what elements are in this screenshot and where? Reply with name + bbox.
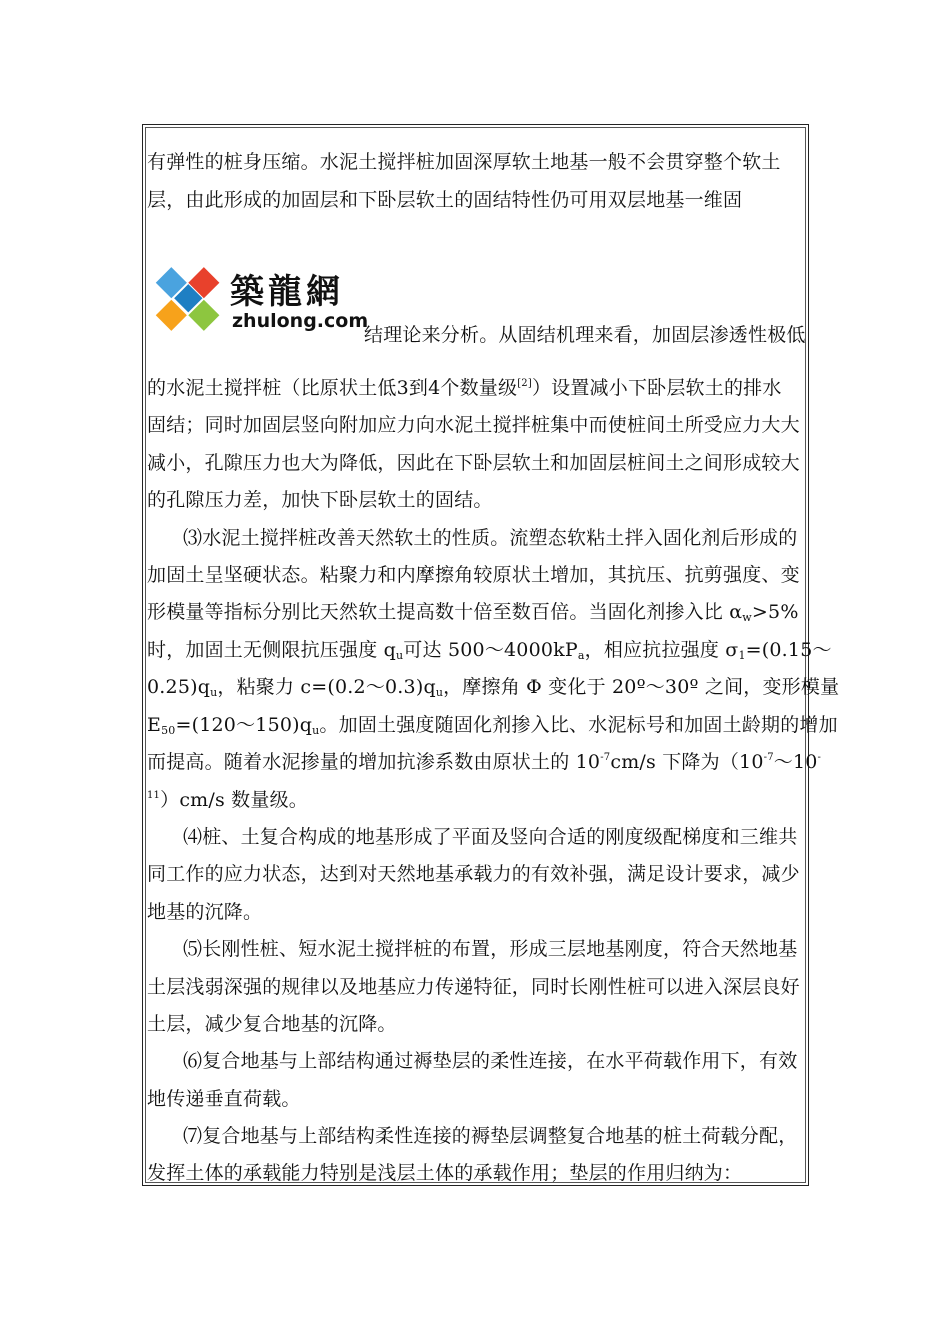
logo-wordmark: 築龍網 — [230, 272, 344, 312]
paragraph-6-line: ⑹复合地基与上部结构通过褥垫层的柔性连接，在水平荷载作用下，有效 — [183, 1050, 798, 1072]
paragraph-5-line: ⑸长刚性桩、短水泥土搅拌桩的布置，形成三层地基刚度，符合天然地基 — [183, 938, 798, 960]
paragraph-3-line: $0.25)q_u$，粘聚力 $c=(0.2\sim 0.3)q_u$，摩擦角 Φ 变化于 20º～30º 之间，变形模量 — [147, 676, 840, 699]
text-line: 层，由此形成的加固层和下卧层软土的固结特性仍可用双层地基一维固 — [147, 189, 743, 211]
text-line: 减小，孔隙压力也大为降低，因此在下卧层软土和加固层桩间土之间形成较大 — [147, 452, 800, 474]
text-line: 固结；同时加固层竖向附加应力向水泥土搅拌桩集中而使桩间土所受应力大大 — [147, 414, 800, 436]
paragraph-5-line: 土层浅弱深强的规律以及地基应力传递特征，同时长刚性桩可以进入深层良好 — [147, 976, 800, 998]
paragraph-3-line: 形模量等指标分别比天然软土提高数十倍至数百倍。当固化剂掺入比 $\alpha_w>5\%$ — [147, 601, 799, 624]
paragraph-5-line: 土层，减少复合地基的沉降。 — [147, 1013, 397, 1035]
logo-mark-icon — [150, 260, 228, 338]
paragraph-6-line: 地传递垂直荷载。 — [147, 1088, 301, 1110]
paragraph-3-line: 而提高。随着水泥掺量的增加抗渗系数由原状土的 $10^{-7}cm/s$ 下降为（$10^{-7}\sim 10^-$ — [147, 751, 822, 773]
zhulong-logo — [150, 258, 369, 340]
paragraph-3-line: $E_{50}=(120\sim 150)q_u$。加固土强度随固化剂掺入比、水泥标号和加固土龄期的增加 — [147, 714, 838, 737]
paragraph-3-line: $^{11}$）cm/s 数量级。 — [147, 789, 308, 811]
paragraph-4-line: ⑷桩、土复合构成的地基形成了平面及竖向合适的刚度级配梯度和三维共 — [183, 826, 798, 848]
logo-url: zhulong.com — [232, 310, 369, 332]
paragraph-4-line: 同工作的应力状态，达到对天然地基承载力的有效补强，满足设计要求，减少 — [147, 863, 800, 885]
paragraph-3-line: ⑶水泥土搅拌桩改善天然软土的性质。流塑态软粘土拌入固化剂后形成的 — [183, 527, 798, 549]
paragraph-4-line: 地基的沉降。 — [147, 901, 263, 923]
paragraph-7-line: 发挥土体的承载能力特别是浅层土体的承载作用；垫层的作用归纳为： — [147, 1162, 743, 1184]
paragraph-3-line: 时，加固土无侧限抗压强度 $q_u$可达 $500\sim 4000kP_a$，相应抗拉强度 $\sigma_1=(0.15\sim$ — [147, 639, 832, 662]
text-line: 的水泥土搅拌桩（比原状土低3到4个数量级[2]）设置减小下卧层软土的排水 — [147, 377, 782, 399]
text-line: 有弹性的桩身压缩。水泥土搅拌桩加固深厚软土地基一般不会贯穿整个软土 — [147, 151, 781, 173]
paragraph-3-line: 加固土呈坚硬状态。粘聚力和内摩擦角较原状土增加，其抗压、抗剪强度、变 — [147, 564, 800, 586]
paragraph-7-line: ⑺复合地基与上部结构柔性连接的褥垫层调整复合地基的桩土荷载分配， — [183, 1125, 798, 1147]
text-line: 的孔隙压力差，加快下卧层软土的固结。 — [147, 489, 493, 511]
text-line: 结理论来分析。从固结机理来看，加固层渗透性极低 — [364, 324, 806, 346]
